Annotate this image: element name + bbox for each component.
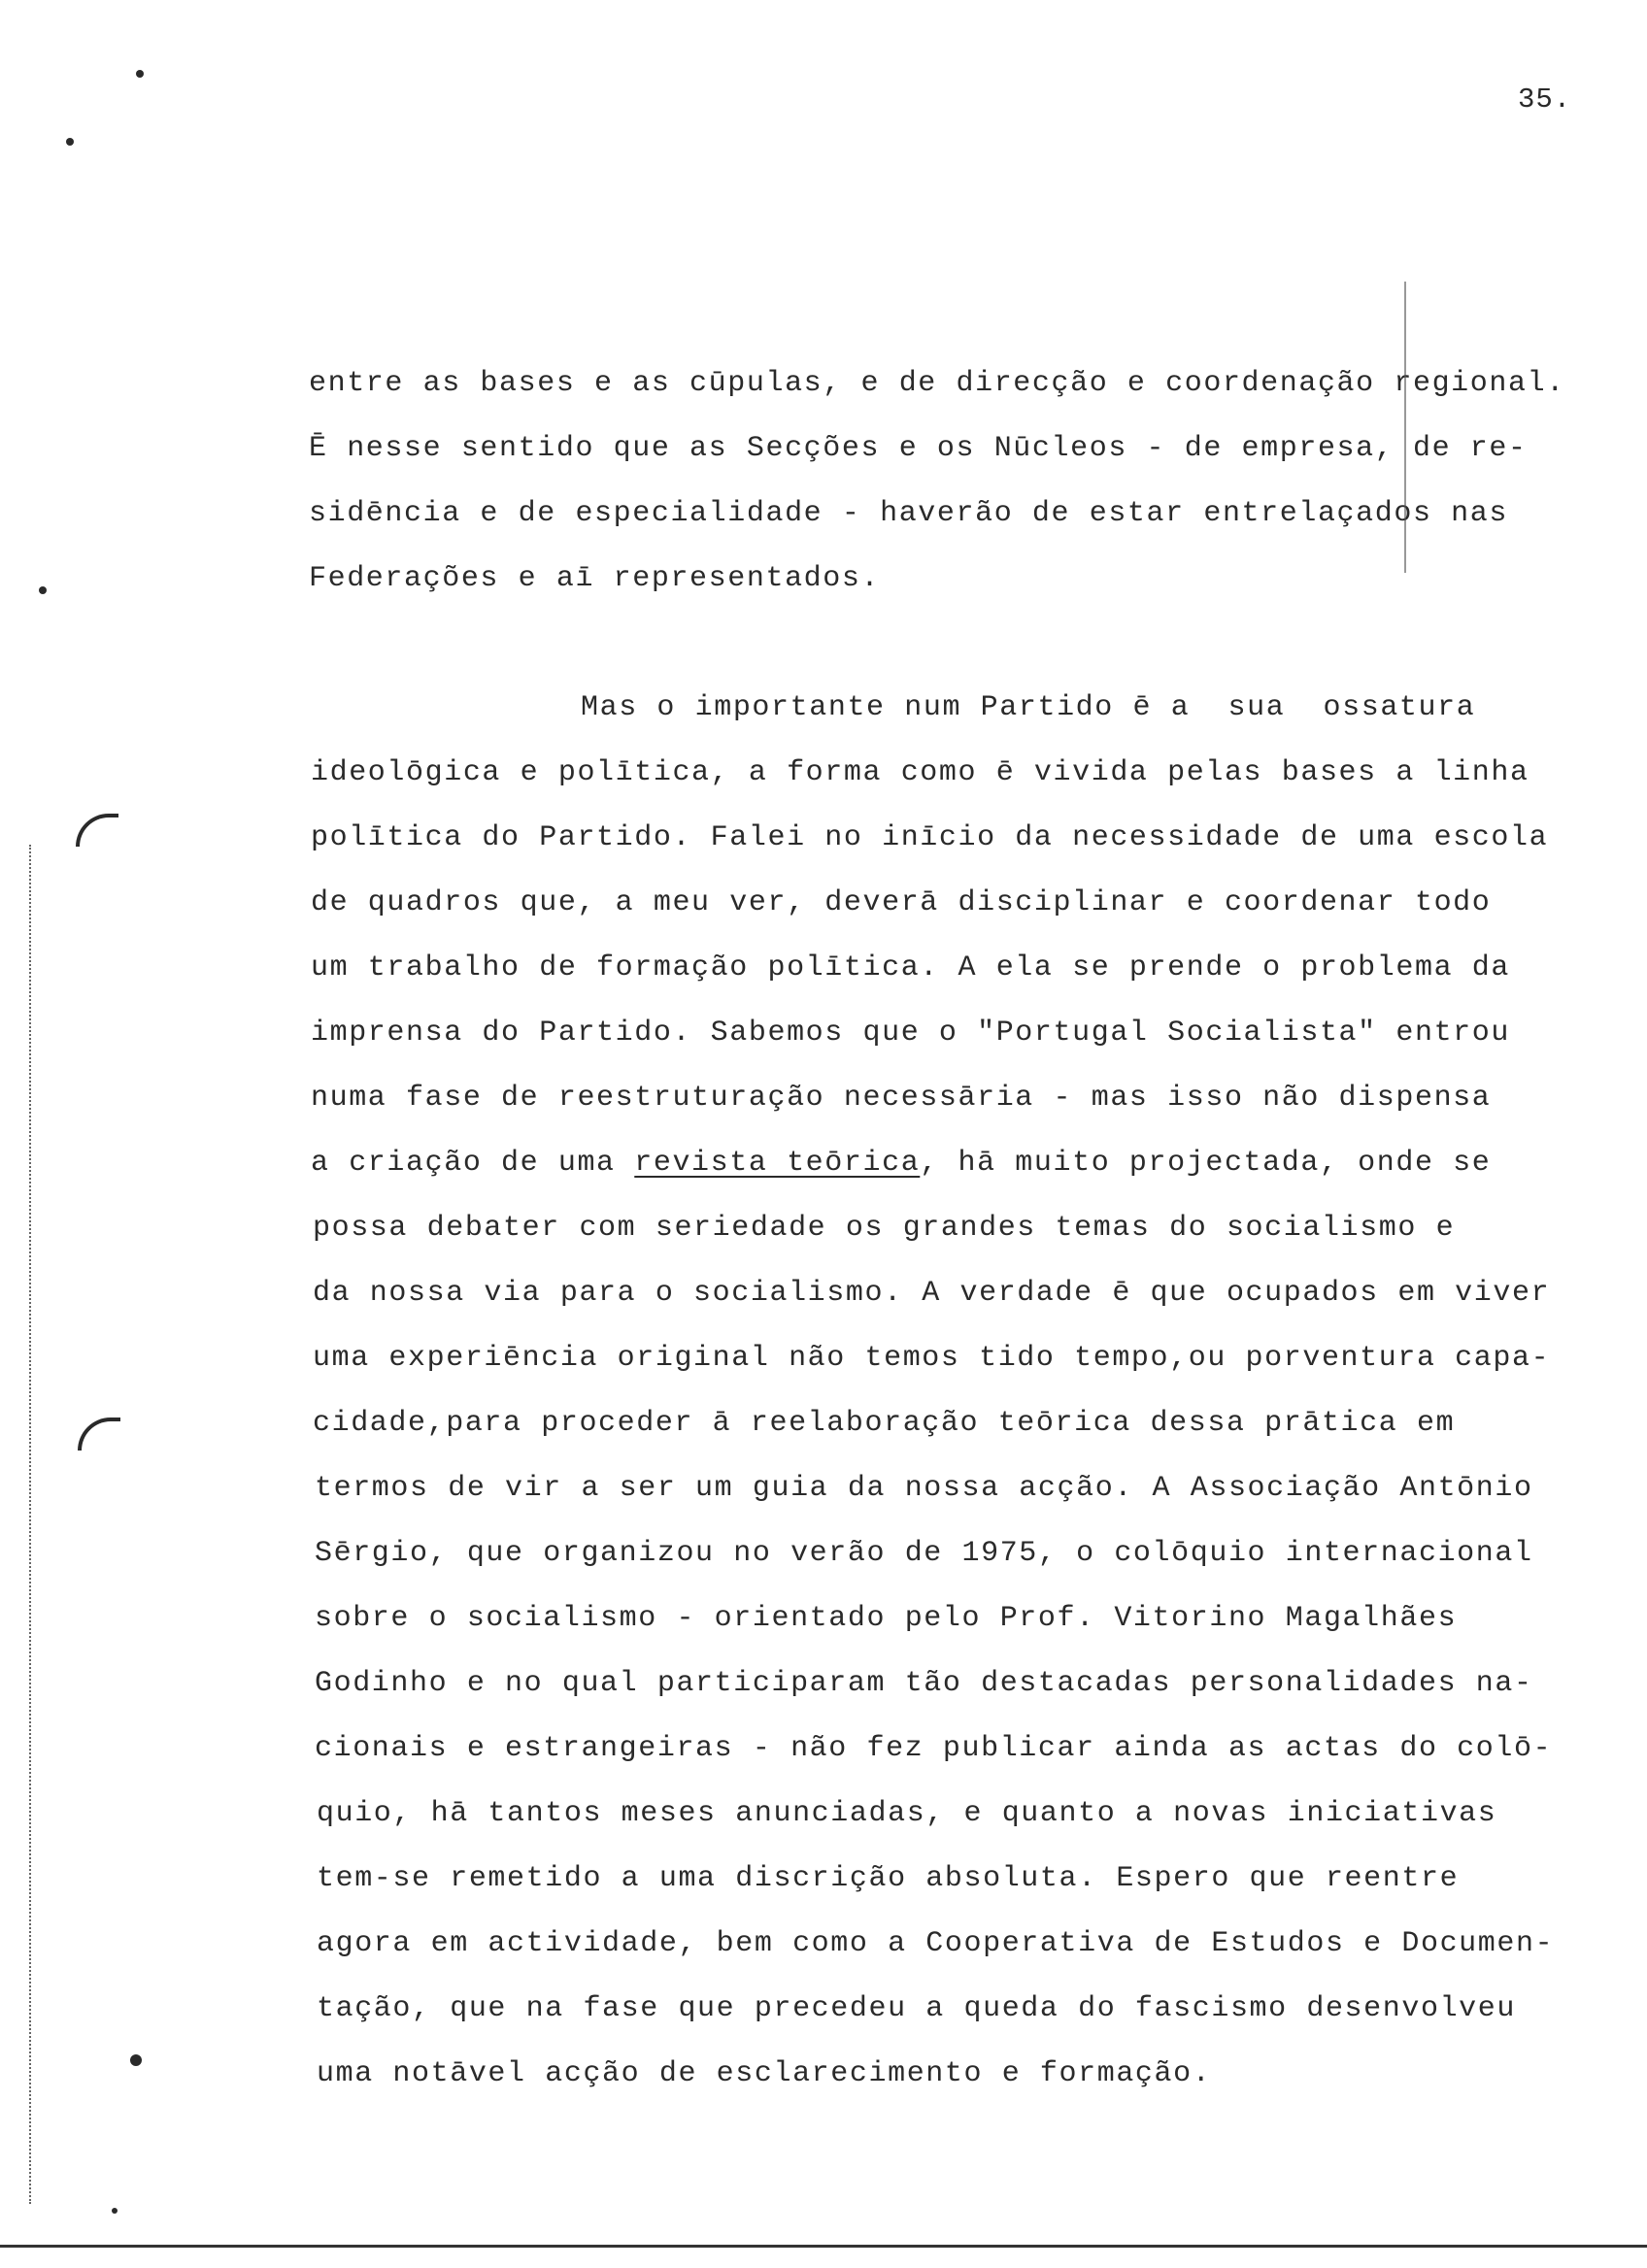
bottom-edge-line bbox=[0, 2245, 1647, 2248]
paragraph-2-line-18: quio, hā tantos meses anunciadas, e quanto a novas iniciativas bbox=[317, 1797, 1497, 1830]
paragraph-2-line-7: numa fase de reestruturação necessāria - mas isso não dispensa bbox=[311, 1082, 1492, 1115]
binder-hole-mark bbox=[78, 1418, 120, 1451]
paragraph-2-line-14: Sērgio, que organizou no verão de 1975, o colōquio internacional bbox=[315, 1537, 1533, 1570]
paragraph-2-line-11: uma experiēncia original não temos tido tempo,ou porventura capa- bbox=[313, 1342, 1551, 1375]
paragraph-2-line-19: tem-se remetido a uma discrição absoluta. Espero que reentre bbox=[317, 1862, 1460, 1895]
paragraph-2-line-9: possa debater com seriedade os grandes temas do socialismo e bbox=[313, 1212, 1456, 1245]
paragraph-2-line-15: sobre o socialismo - orientado pelo Prof. Vitorino Magalhães bbox=[315, 1602, 1458, 1635]
paragraph-2-line-8 bbox=[311, 1147, 1491, 1180]
paragraph-2-line-16: Godinho e no qual participaram tão destacadas personalidades na- bbox=[315, 1667, 1533, 1700]
paragraph-2-line-6: imprensa do Partido. Sabemos que o "Portugal Socialista" entrou bbox=[311, 1017, 1510, 1050]
page-number: 35. bbox=[1518, 83, 1572, 116]
speck-dot bbox=[112, 2208, 118, 2214]
paragraph-2-line-3: polītica do Partido. Falei no inīcio da necessidade de uma escola bbox=[311, 821, 1549, 854]
paragraph-2-line-5: um trabalho de formação polītica. A ela se prende o problema da bbox=[311, 951, 1510, 984]
paragraph-2-line-10: da nossa via para o socialismo. A verdade ē que ocupados em viver bbox=[313, 1277, 1551, 1310]
binder-hole-mark bbox=[76, 814, 118, 847]
paragraph-2-line-2: ideolōgica e polītica, a forma como ē vivida pelas bases a linha bbox=[311, 756, 1529, 789]
line-8-end: , hā muito projectada, onde se bbox=[920, 1147, 1492, 1180]
paragraph-2-line-22: uma notāvel acção de esclarecimento e formação. bbox=[317, 2057, 1212, 2090]
paragraph-1-line-2: Ē nesse sentido que as Secções e os Nūcleos - de empresa, de re- bbox=[309, 432, 1528, 465]
speck-dot bbox=[136, 70, 144, 78]
page-crease bbox=[1404, 282, 1408, 573]
speck-dot bbox=[130, 2054, 142, 2066]
paragraph-2-line-12: cidade,para proceder ā reelaboração teōrica dessa prātica em bbox=[313, 1407, 1456, 1440]
paragraph-2-line-1: Mas o importante num Partido ē a sua ossatura bbox=[581, 691, 1476, 724]
speck-dot bbox=[66, 138, 74, 146]
page-edge-shadow bbox=[29, 845, 33, 2204]
line-8-start: a criação de uma bbox=[311, 1147, 635, 1180]
speck-dot bbox=[39, 586, 47, 594]
paragraph-2-line-20: agora em actividade, bem como a Cooperativa de Estudos e Documen- bbox=[317, 1927, 1555, 1960]
paragraph-2-line-4: de quadros que, a meu ver, deverā disciplinar e coordenar todo bbox=[311, 886, 1492, 919]
paragraph-1-line-4: Federações e aī representados. bbox=[309, 562, 881, 595]
underlined-phrase: revista teōrica bbox=[634, 1147, 921, 1180]
paragraph-1-line-1: entre as bases e as cūpulas, e de direcção e coordenação regional. bbox=[309, 367, 1565, 400]
paragraph-1-line-3: sidēncia e de especialidade - haverão de estar entrelaçados nas bbox=[309, 497, 1508, 530]
paragraph-2-line-17: cionais e estrangeiras - não fez publicar ainda as actas do colō- bbox=[315, 1732, 1553, 1765]
paragraph-2-line-13: termos de vir a ser um guia da nossa acção. A Associação Antōnio bbox=[315, 1472, 1533, 1505]
paragraph-2-line-21: tação, que na fase que precedeu a queda do fascismo desenvolveu bbox=[317, 1992, 1516, 2025]
